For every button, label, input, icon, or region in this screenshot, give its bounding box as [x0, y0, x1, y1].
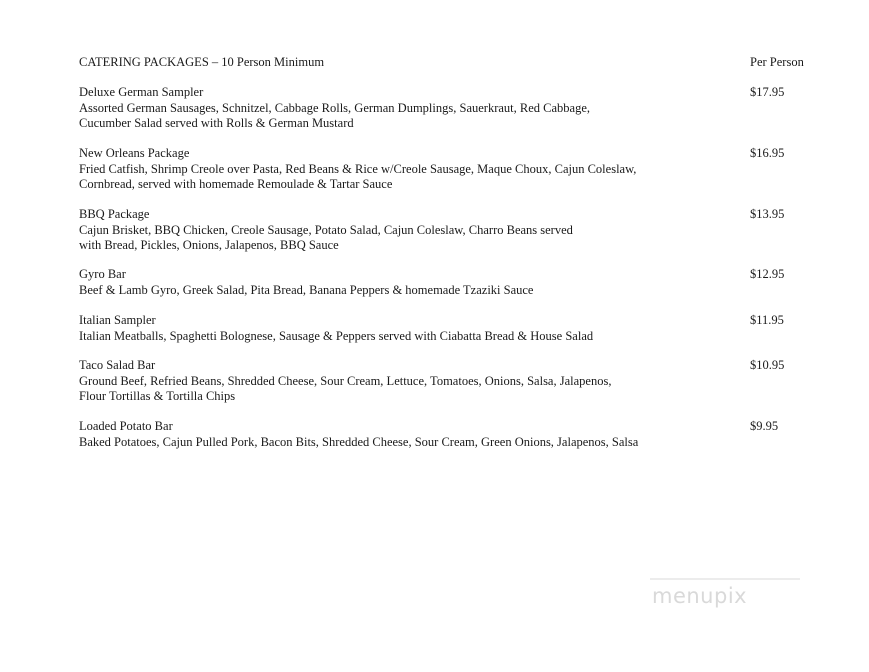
package-name: Gyro Bar	[79, 267, 126, 281]
package-price: $12.95	[750, 267, 785, 281]
package-description-line: Cajun Brisket, BBQ Chicken, Creole Sausage, Potato Salad, Cajun Coleslaw, Charro Beans served	[79, 222, 573, 237]
watermark-rule	[650, 578, 800, 580]
package-price: $17.95	[750, 85, 785, 99]
page-title: CATERING PACKAGES – 10 Person Minimum	[79, 55, 325, 69]
package-price: $9.95	[750, 419, 779, 433]
package-description-line: Italian Meatballs, Spaghetti Bolognese, Sausage & Peppers served with Ciabatta Bread & House Salad	[79, 328, 594, 343]
package-description-line: Fried Catfish, Shrimp Creole over Pasta, Red Beans & Rice w/Creole Sausage, Maque Choux, Cajun Coleslaw,	[79, 161, 637, 176]
package-price: $11.95	[750, 313, 784, 327]
package-description-line: Assorted German Sausages, Schnitzel, Cabbage Rolls, German Dumplings, Sauerkraut, Red Cabbage,	[79, 100, 590, 115]
package-price: $16.95	[750, 146, 785, 160]
package-description-line: Beef & Lamb Gyro, Greek Salad, Pita Bread, Banana Peppers & homemade Tzaziki Sauce	[79, 282, 534, 297]
package-name: BBQ Package	[79, 207, 150, 221]
package-name: Deluxe German Sampler	[79, 85, 204, 99]
package-taco-salad-bar	[79, 358, 809, 405]
package-name: Loaded Potato Bar	[79, 419, 173, 433]
package-name: Taco Salad Bar	[79, 358, 156, 372]
package-bbq	[79, 207, 809, 254]
package-name: Italian Sampler	[79, 313, 156, 327]
package-deluxe-german-sampler	[79, 85, 809, 132]
per-person-label: Per Person	[750, 55, 804, 69]
package-price: $13.95	[750, 207, 785, 221]
package-italian-sampler	[79, 313, 809, 344]
package-description-line: Flour Tortillas & Tortilla Chips	[79, 389, 236, 403]
package-name: New Orleans Package	[79, 146, 190, 160]
package-price: $10.95	[750, 358, 785, 372]
watermark-logo: menupix	[652, 584, 748, 608]
package-loaded-potato-bar	[79, 419, 809, 450]
package-gyro-bar	[79, 267, 809, 298]
package-description-line: with Bread, Pickles, Onions, Jalapenos, BBQ Sauce	[79, 238, 339, 252]
package-description-line: Ground Beef, Refried Beans, Shredded Cheese, Sour Cream, Lettuce, Tomatoes, Onions, Salsa, Jalapenos,	[79, 373, 612, 388]
package-new-orleans	[79, 146, 809, 193]
package-description-line: Cucumber Salad served with Rolls & German Mustard	[79, 116, 354, 130]
package-description-line: Cornbread, served with homemade Remoulade & Tartar Sauce	[79, 177, 393, 191]
package-description-line: Baked Potatoes, Cajun Pulled Pork, Bacon Bits, Shredded Cheese, Sour Cream, Green Onions, Jalapenos, Salsa	[79, 434, 639, 449]
